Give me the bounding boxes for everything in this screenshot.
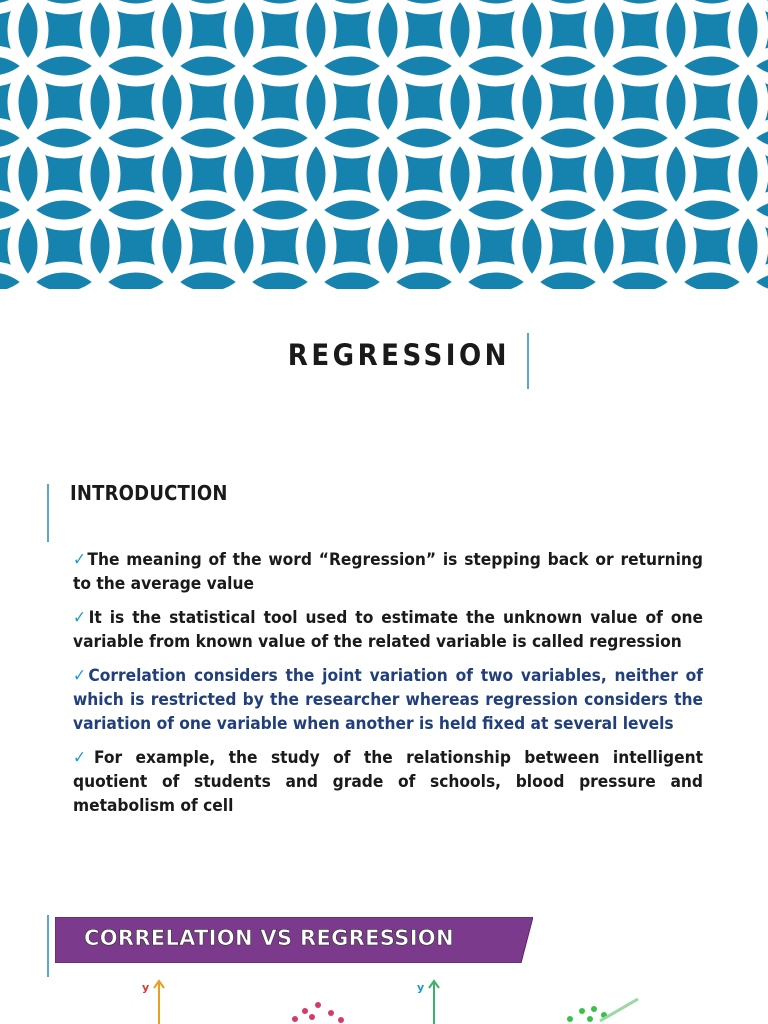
intro-heading: INTRODUCTION — [70, 481, 228, 505]
bullet-item — [73, 746, 703, 818]
regression-scatter-chart — [560, 975, 650, 1024]
scatter-point — [309, 1014, 315, 1020]
intro-accent-bar — [47, 484, 49, 542]
scatter-point — [292, 1016, 298, 1022]
scatter-point — [338, 1017, 344, 1023]
y-axis-label: y — [417, 981, 425, 994]
checkmark-icon: ✓ — [73, 666, 89, 686]
bullet-list — [73, 548, 703, 828]
correlation-axis-chart — [140, 975, 200, 1024]
cvr-accent-bar — [47, 915, 49, 977]
bullet-text: It is the statistical tool used to estimate the unknown value of one variable from known value of the related variable is called regression — [73, 608, 703, 652]
circle-pattern — [0, 0, 768, 289]
regression-line — [600, 999, 638, 1021]
cvr-banner-title: CORRELATION VS REGRESSION — [84, 926, 454, 950]
title-accent-bar — [527, 333, 529, 389]
scatter-point — [328, 1010, 334, 1016]
scatter-point — [302, 1008, 308, 1014]
page-title: REGRESSION — [287, 338, 510, 372]
pattern-banner — [0, 0, 768, 289]
bullet-text: The meaning of the word “Regression” is stepping back or returning to the average value — [73, 550, 703, 594]
bullet-item — [73, 664, 703, 736]
checkmark-icon: ✓ — [73, 608, 89, 628]
checkmark-icon: ✓ — [73, 550, 88, 570]
correlation-scatter-chart — [285, 975, 355, 1024]
bullet-item — [73, 548, 703, 596]
scatter-point — [315, 1002, 321, 1008]
bullet-item — [73, 606, 703, 654]
bullet-text: Correlation considers the joint variation of two variables, neither of which is restricted by the researcher whereas regression considers the variation of one variable when another is held fixed at several levels — [73, 666, 703, 734]
scatter-point — [591, 1006, 597, 1012]
bullet-text: For example, the study of the relationship between intelligent quotient of students and grade of schools, blood pressure and metabolism of cell — [73, 748, 703, 816]
y-axis-label: y — [142, 981, 150, 994]
scatter-point — [567, 1016, 573, 1022]
scatter-point — [579, 1008, 585, 1014]
scatter-point — [587, 1016, 593, 1022]
regression-axis-chart — [415, 975, 475, 1024]
correlation-vs-regression-slide — [0, 905, 768, 1024]
introduction-slide — [0, 470, 768, 890]
checkmark-icon: ✓ — [73, 748, 94, 768]
title-slide — [0, 289, 768, 429]
